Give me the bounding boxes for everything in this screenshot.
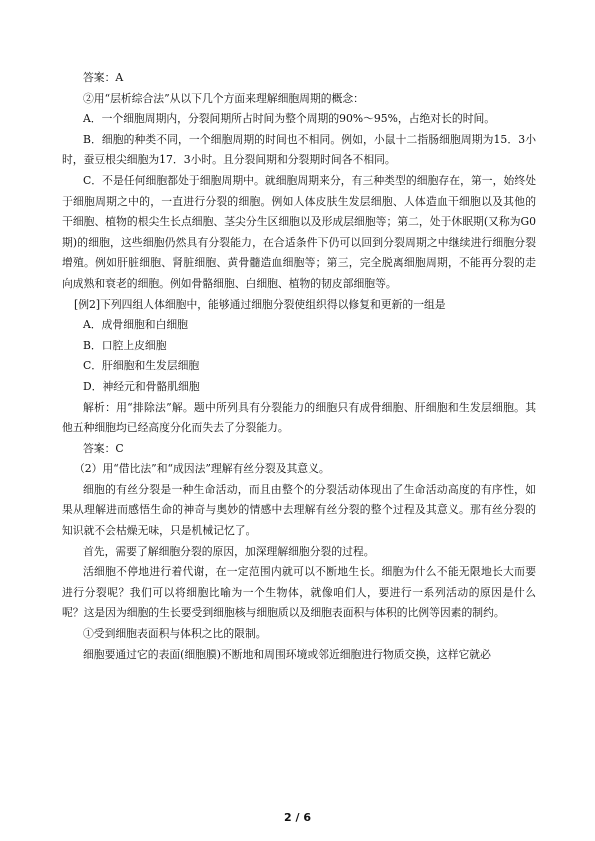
membrane-paragraph: 细胞要通过它的表面(细胞膜)不断地和周围环境或邻近细胞进行物质交换，这样它就必	[83, 647, 491, 661]
first-point-paragraph: 首先，需要了解细胞分裂的原因，加深理解细胞分裂的过程。	[83, 544, 375, 558]
point-b: B．细胞的种类不同，一个细胞周期的时间也不相同。例如，小鼠十二指肠细胞周期为15．3小时，蚕豆根尖细胞为17．3小时。且分裂间期和分裂期时间各不相同。	[62, 132, 536, 167]
page-content	[62, 68, 536, 665]
mitosis-paragraph: 细胞的有丝分裂是一种生命活动，而且由整个的分裂活动体现出了生命活动高度的有序性，如果从理解进而感悟生命的神奇与奥妙的情感中去理解有丝分裂的整个过程及其意义。那有丝分裂的知识就不会枯燥无味，只是机械记忆了。	[62, 482, 536, 538]
option-c: C．肝细胞和生发层细胞	[83, 359, 200, 373]
point-a: A．一个细胞周期内，分裂间期所占时间为整个周期的90%～95%，占绝对长的时间。	[83, 112, 496, 126]
analysis-paragraph: 解析：用“排除法”解。题中所列具有分裂能力的细胞只有成骨细胞、肝细胞和生发层细胞。其他五种细胞均已经高度分化而失去了分裂能力。	[62, 400, 536, 435]
option-d: D．神经元和骨骼肌细胞	[83, 379, 200, 393]
limit-heading: ①受到细胞表面积与体积之比的限制。	[83, 627, 267, 641]
option-a: A．成骨细胞和白细胞	[83, 318, 188, 332]
answer-line-1: 答案：A	[83, 71, 124, 84]
cell-growth-paragraph: 活细胞不停地进行着代谢，在一定范围内就可以不断地生长。细胞为什么不能无限地长大而要进行分裂呢？我们可以将细胞比喻为一个生物体，就像咱们人，要进行一系列活动的原因是什么呢？这是因为细胞的生长要受到细胞核与细胞质以及细胞表面积与体积的比例等因素的制约。	[62, 565, 536, 620]
page-number: 2 / 6	[284, 811, 311, 824]
example-question: [例2]下列四组人体细胞中，能够通过细胞分裂使组织得以修复和更新的一组是	[74, 297, 446, 311]
method-heading: ②用“层析综合法”从以下几个方面来理解细胞周期的概念：	[83, 91, 364, 105]
answer-line-2: 答案：C	[83, 441, 124, 455]
section-heading-2: （2）用“借比法”和“成因法”理解有丝分裂及其意义。	[74, 462, 330, 476]
point-c: C．不是任何细胞都处于细胞周期中。就细胞周期来分，有三种类型的细胞存在，第一，始终处于细胞周期之中的，一直进行分裂的细胞。例如人体皮肤生发层细胞、人体造血干细胞以及其他的干细胞、植物的根尖生长点细胞、茎尖分生区细胞以及形成层细胞等；第二，处于休眠期(又称为G0期)的细胞，这些细胞仍然具有分裂能力，在合适条件下仍可以回到分裂周期之中继续进行细胞分裂增殖。例如肝脏细胞、肾脏细胞、黄骨髓造血细胞等；第三，完全脱离细胞周期，不能再分裂的走向成熟和衰老的细胞。例如骨骼细胞、白细胞、植物的韧皮部细胞等。	[62, 173, 536, 290]
option-b: B．口腔上皮细胞	[83, 338, 167, 352]
